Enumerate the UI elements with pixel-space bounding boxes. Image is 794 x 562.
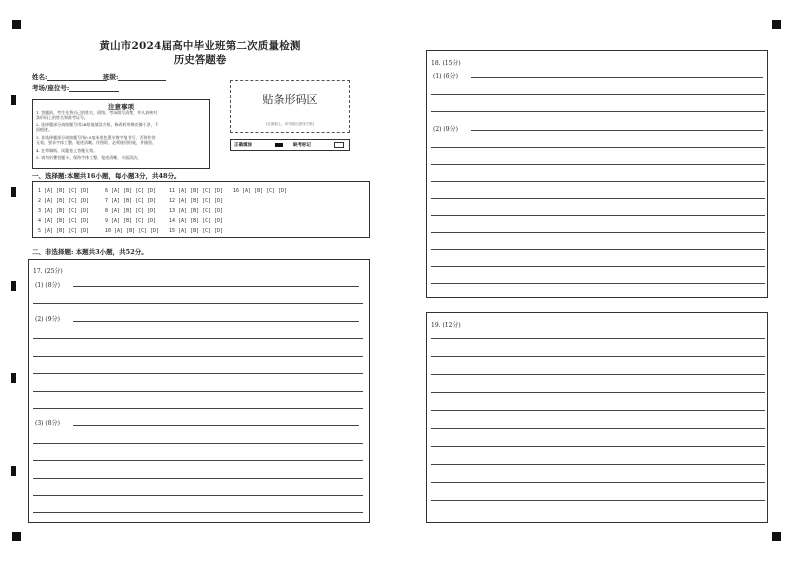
timing-mark — [11, 95, 16, 105]
mc-question-10[interactable]: 10 [A] [B] [C] [D] — [105, 228, 160, 234]
q17-part-1: (1) (8分) — [35, 282, 60, 289]
room-seat-field[interactable] — [32, 83, 119, 92]
writing-line[interactable] — [33, 408, 363, 409]
mc-question-9[interactable]: 9 [A] [B] [C] [D] — [105, 218, 157, 224]
writing-line[interactable] — [431, 410, 765, 411]
writing-line[interactable] — [431, 374, 765, 375]
room-seat-line — [69, 84, 119, 92]
notice-line: 3. 非选择题部分请按题号用0.5毫米黑色墨水签字笔书写，否则作答 — [36, 135, 156, 140]
empty-box-icon[interactable] — [334, 142, 344, 148]
multiple-choice-grid — [32, 181, 370, 238]
writing-line[interactable] — [431, 232, 765, 233]
notice-line: 1. 答题前，考生先将自己的姓名、班级、考场填写清楚，并认真核对 — [36, 110, 158, 115]
writing-line[interactable] — [431, 249, 765, 250]
writing-line[interactable] — [431, 500, 765, 501]
missing-mark-label: 缺考标记 — [293, 143, 311, 148]
writing-line[interactable] — [431, 111, 765, 112]
q17-title: 17. (25分) — [33, 268, 63, 275]
writing-line[interactable] — [33, 356, 363, 357]
section-2-title: 二、非选择题: 本题共3小题，共52分。 — [32, 248, 148, 256]
registration-mark — [772, 532, 781, 541]
timing-mark — [11, 373, 16, 383]
barcode-area[interactable] — [230, 80, 350, 133]
mc-question-13[interactable]: 13 [A] [B] [C] [D] — [169, 208, 224, 214]
class-field[interactable] — [103, 72, 166, 81]
page-title: 黄山市2024届高中毕业班第二次质量检测 — [99, 40, 301, 52]
room-seat-label: 考场/座位号: — [32, 84, 70, 92]
timing-mark — [11, 466, 16, 476]
writing-line[interactable] — [33, 512, 363, 513]
barcode-label: 贴条形码区 — [262, 93, 318, 106]
writing-line[interactable] — [431, 181, 765, 182]
answer-box-q19[interactable] — [426, 312, 768, 523]
name-field[interactable] — [32, 72, 107, 81]
writing-line[interactable] — [431, 356, 765, 357]
mc-question-11[interactable]: 11 [A] [B] [C] [D] — [169, 188, 224, 194]
writing-line[interactable] — [33, 303, 363, 304]
writing-line[interactable] — [33, 338, 363, 339]
q18-title: 18. (15分) — [431, 60, 461, 67]
writing-line[interactable] — [33, 460, 363, 461]
writing-line[interactable] — [431, 338, 765, 339]
mc-question-15[interactable]: 15 [A] [B] [C] [D] — [169, 228, 224, 234]
q18-part-2: (2) (9分) — [433, 126, 458, 133]
q17-part-2: (2) (9分) — [35, 316, 60, 323]
notice-line: 无效。要求字体工整、笔迹清晰。作图时，必须使用铅笔，并描黑。 — [36, 140, 156, 145]
writing-line[interactable] — [431, 464, 765, 465]
timing-mark — [11, 187, 16, 197]
q17-part-3: (3) (8分) — [35, 420, 60, 427]
notice-box — [32, 99, 210, 169]
name-label: 姓名: — [32, 73, 48, 81]
mc-question-7[interactable]: 7 [A] [B] [C] [D] — [105, 198, 157, 204]
writing-line[interactable] — [431, 283, 765, 284]
answer-box-q17[interactable] — [28, 259, 370, 523]
writing-line[interactable] — [33, 495, 363, 496]
writing-line[interactable] — [73, 425, 359, 426]
writing-line[interactable] — [33, 373, 363, 374]
answer-box-q18[interactable] — [426, 50, 768, 298]
registration-mark — [12, 532, 21, 541]
q19-title: 19. (12分) — [431, 322, 461, 329]
mc-question-6[interactable]: 6 [A] [B] [C] [D] — [105, 188, 157, 194]
fill-legend — [230, 139, 350, 151]
writing-line[interactable] — [471, 130, 763, 131]
writing-line[interactable] — [431, 198, 765, 199]
mc-question-1[interactable]: 1 [A] [B] [C] [D] — [38, 188, 90, 194]
writing-line[interactable] — [33, 391, 363, 392]
writing-line[interactable] — [431, 147, 765, 148]
mc-question-2[interactable]: 2 [A] [B] [C] [D] — [38, 198, 90, 204]
writing-line[interactable] — [431, 392, 765, 393]
page-subtitle: 历史答题卷 — [173, 54, 227, 66]
notice-line: 5. 请勿折叠答题卡。保持字体工整、笔迹清晰、卡面清洁。 — [36, 155, 142, 160]
notice-line: 2. 选择题部分请按题号用2B铅笔填涂方框，修改时用橡皮擦干净，不 — [36, 122, 159, 127]
section-1-title: 一、选择题:本题共16小题，每小题3分，共48分。 — [32, 172, 181, 180]
writing-line[interactable] — [431, 482, 765, 483]
notice-line: 4. 在草稿纸、试题卷上答题无效。 — [36, 148, 98, 153]
writing-line[interactable] — [431, 215, 765, 216]
notice-line: 留痕迹。 — [36, 127, 52, 132]
barcode-hint: (正面朝上，切勿贴出虚线方框) — [265, 122, 315, 126]
class-line — [118, 73, 166, 81]
q18-part-1: (1) (6分) — [433, 73, 458, 80]
mc-question-5[interactable]: 5 [A] [B] [C] [D] — [38, 228, 90, 234]
writing-line[interactable] — [471, 77, 763, 78]
mc-question-14[interactable]: 14 [A] [B] [C] [D] — [169, 218, 224, 224]
writing-line[interactable] — [33, 478, 363, 479]
writing-line[interactable] — [431, 94, 765, 95]
writing-line[interactable] — [431, 164, 765, 165]
mc-question-4[interactable]: 4 [A] [B] [C] [D] — [38, 218, 90, 224]
mc-question-12[interactable]: 12 [A] [B] [C] [D] — [169, 198, 224, 204]
writing-line[interactable] — [73, 286, 359, 287]
writing-line[interactable] — [431, 446, 765, 447]
mc-question-8[interactable]: 8 [A] [B] [C] [D] — [105, 208, 157, 214]
notice-heading: 注意事项 — [108, 103, 134, 111]
writing-line[interactable] — [33, 443, 363, 444]
notice-line: 条形码上的姓名和准考证号。 — [36, 115, 88, 120]
writing-line[interactable] — [431, 428, 765, 429]
writing-line[interactable] — [73, 321, 359, 322]
writing-line[interactable] — [431, 266, 765, 267]
registration-mark — [12, 20, 21, 29]
mc-question-16[interactable]: 16 [A] [B] [C] [D] — [233, 188, 288, 194]
correct-fill-label: 正确填涂 — [234, 143, 252, 148]
mc-question-3[interactable]: 3 [A] [B] [C] [D] — [38, 208, 90, 214]
filled-box-icon — [275, 143, 283, 147]
registration-mark — [772, 20, 781, 29]
name-line — [47, 73, 107, 81]
class-label: 班级: — [103, 73, 119, 81]
timing-mark — [11, 281, 16, 291]
